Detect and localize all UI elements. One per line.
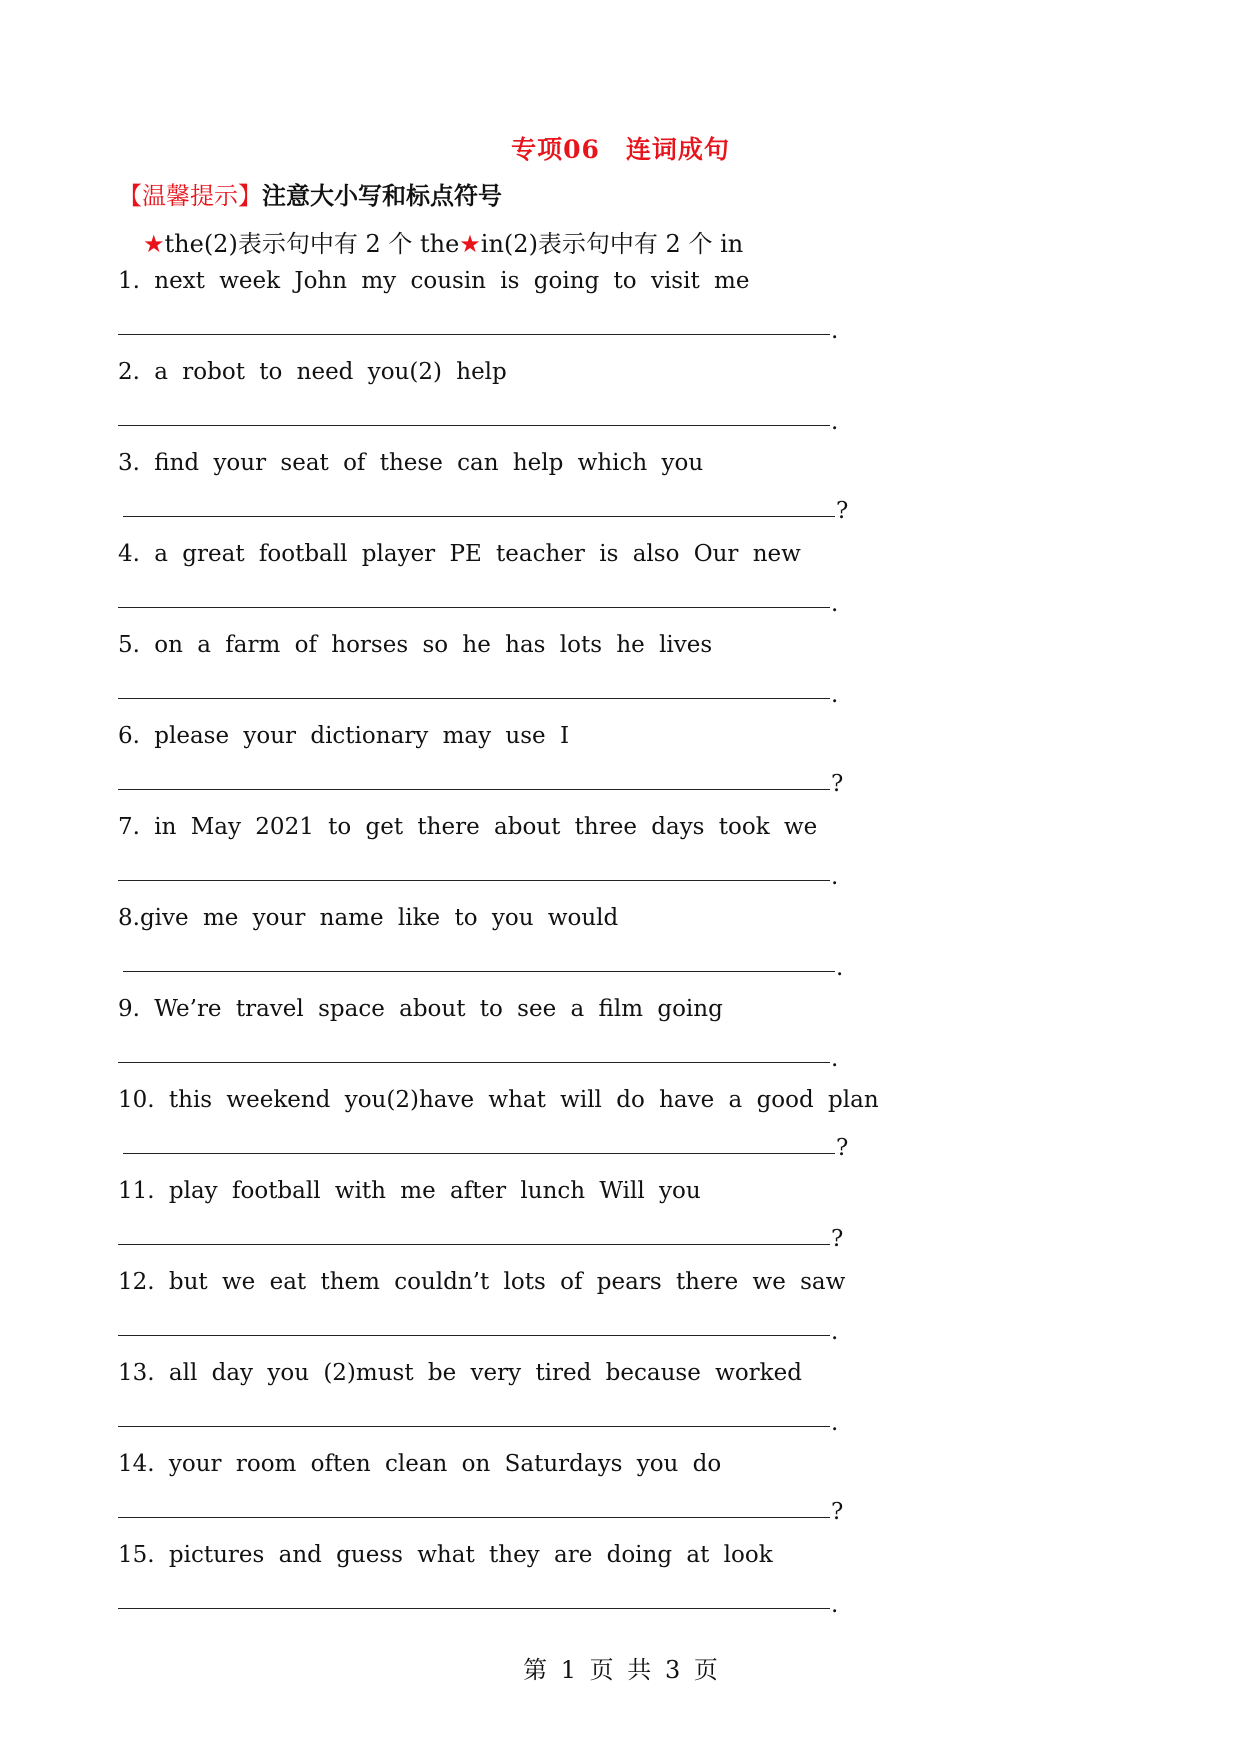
question-text: 15. pictures and guess what they are doing at look bbox=[118, 1542, 773, 1568]
note-part-2: in(2)表示句中有 2 个 in bbox=[480, 230, 744, 258]
answer-blank[interactable] bbox=[118, 789, 830, 790]
question-text: 1. next week John my cousin is going to visit me bbox=[118, 268, 750, 294]
answer-blank[interactable] bbox=[123, 1153, 835, 1154]
question-text: 8.give me your name like to you would bbox=[118, 905, 619, 931]
question-text: 5. on a farm of horses so he has lots he lives bbox=[118, 632, 713, 658]
title-main: 连词成句 bbox=[625, 135, 730, 164]
end-punctuation: . bbox=[831, 1319, 839, 1345]
tip-line bbox=[118, 176, 502, 211]
answer-blank[interactable] bbox=[118, 1517, 830, 1518]
end-punctuation: . bbox=[831, 1046, 839, 1072]
end-punctuation: . bbox=[831, 318, 839, 344]
note-line bbox=[143, 224, 743, 259]
question-text: 2. a robot to need you(2) help bbox=[118, 359, 507, 385]
end-punctuation: . bbox=[831, 1410, 839, 1436]
end-punctuation: . bbox=[831, 864, 839, 890]
answer-blank[interactable] bbox=[118, 334, 830, 335]
question-text: 7. in May 2021 to get there about three days took we bbox=[118, 814, 818, 840]
tip-label: 【温馨提示】 bbox=[118, 182, 262, 210]
title-prefix: 专项06 bbox=[511, 135, 600, 164]
answer-blank[interactable] bbox=[118, 1244, 830, 1245]
end-punctuation: . bbox=[831, 409, 839, 435]
star-icon: ★ bbox=[459, 230, 481, 258]
question-text: 10. this weekend you(2)have what will do have a good plan bbox=[118, 1087, 879, 1113]
answer-blank[interactable] bbox=[118, 880, 830, 881]
answer-blank[interactable] bbox=[118, 1335, 830, 1336]
question-text: 3. find your seat of these can help which you bbox=[118, 450, 704, 476]
page-footer: 第 1 页 共 3 页 bbox=[523, 1656, 718, 1684]
question-text: 12. but we eat them couldn’t lots of pears there we saw bbox=[118, 1269, 846, 1295]
answer-blank[interactable] bbox=[118, 1062, 830, 1063]
page-title bbox=[0, 130, 1241, 166]
end-punctuation: ? bbox=[836, 498, 849, 524]
answer-blank[interactable] bbox=[118, 698, 830, 699]
note-part-1: the(2)表示句中有 2 个 the bbox=[164, 230, 460, 258]
answer-blank[interactable] bbox=[118, 425, 830, 426]
question-text: 11. play football with me after lunch Will you bbox=[118, 1178, 701, 1204]
end-punctuation: . bbox=[831, 682, 839, 708]
answer-blank[interactable] bbox=[118, 1608, 830, 1609]
answer-blank[interactable] bbox=[123, 516, 835, 517]
end-punctuation: ? bbox=[831, 1499, 844, 1525]
end-punctuation: . bbox=[831, 591, 839, 617]
answer-blank[interactable] bbox=[118, 607, 830, 608]
end-punctuation: ? bbox=[836, 1135, 849, 1161]
question-text: 6. please your dictionary may use I bbox=[118, 723, 570, 749]
end-punctuation: . bbox=[836, 955, 844, 981]
answer-blank[interactable] bbox=[118, 1426, 830, 1427]
question-text: 13. all day you (2)must be very tired because worked bbox=[118, 1360, 802, 1386]
question-text: 14. your room often clean on Saturdays you do bbox=[118, 1451, 722, 1477]
question-text: 9. We’re travel space about to see a film going bbox=[118, 996, 723, 1022]
question-text: 4. a great football player PE teacher is also Our new bbox=[118, 541, 801, 567]
star-icon: ★ bbox=[143, 230, 165, 258]
end-punctuation: ? bbox=[831, 771, 844, 797]
tip-text: 注意大小写和标点符号 bbox=[262, 181, 502, 210]
end-punctuation: . bbox=[831, 1592, 839, 1618]
end-punctuation: ? bbox=[831, 1226, 844, 1252]
answer-blank[interactable] bbox=[123, 971, 835, 972]
